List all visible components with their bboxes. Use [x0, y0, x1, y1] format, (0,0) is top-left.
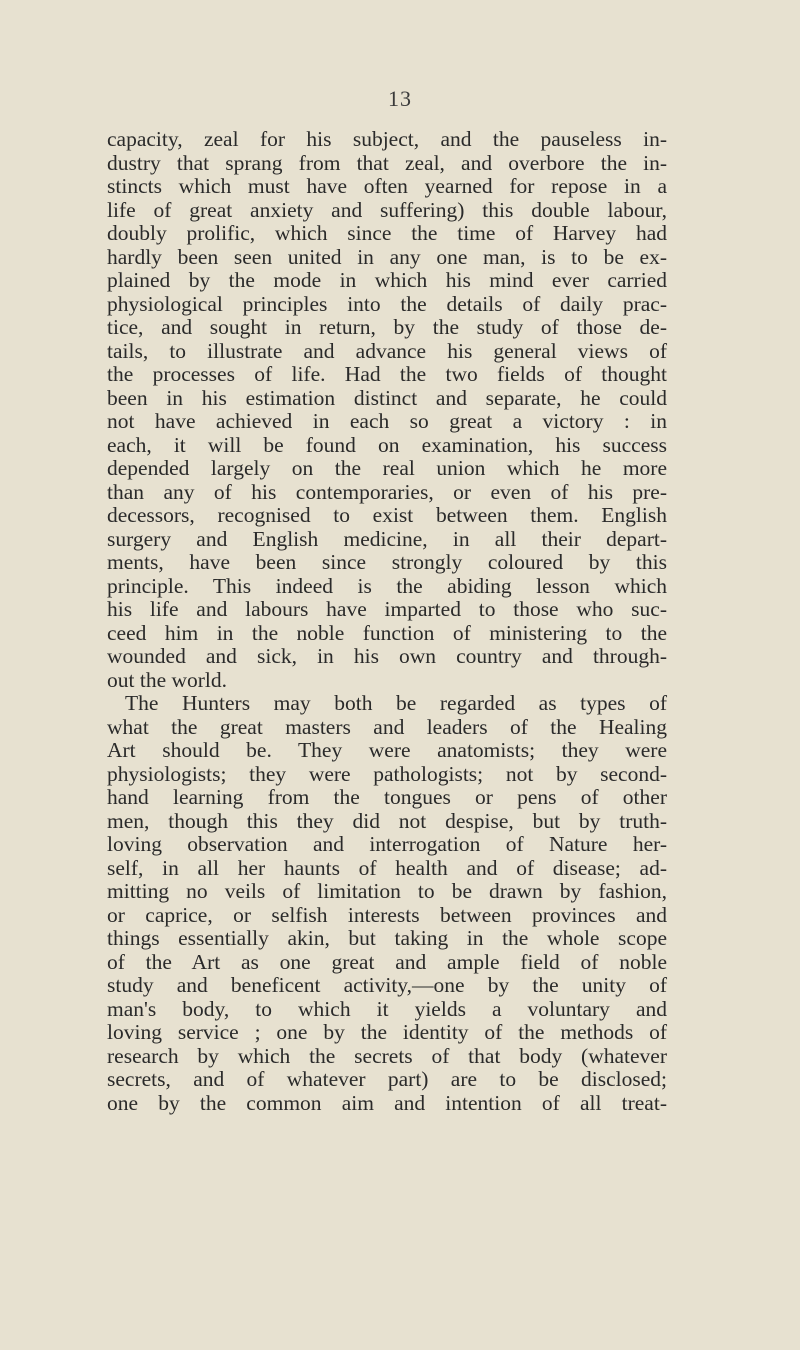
text-line: the processes of life. Had the two fields of thought: [107, 362, 667, 386]
text-line: things essentially akin, but taking in the whole scope: [107, 926, 667, 950]
text-line: or caprice, or selfish interests between provinces and: [107, 902, 667, 927]
text-line: tails, to illustrate and advance his general views of: [107, 338, 667, 363]
text-line: each, it will be found on examination, his success: [107, 432, 667, 457]
text-line: plained by the mode in which his mind ever carried: [107, 268, 667, 292]
text-line: dustry that sprang from that zeal, and overbore the in-: [107, 150, 667, 175]
text-line: wounded and sick, in his own country and through-: [107, 644, 667, 668]
text-line: physiological principles into the details of daily prac-: [107, 291, 667, 316]
text-line: study and beneficent activity,—one by the unity of: [107, 973, 667, 997]
text-line: Art should be. They were anatomists; they were: [107, 738, 667, 762]
text-line: man's body, to which it yields a voluntary and: [107, 996, 667, 1021]
text-line: men, though this they did not despise, but by truth-: [107, 808, 667, 833]
text-line: loving service ; one by the identity of the methods of: [107, 1020, 667, 1044]
text-line: research by which the secrets of that body (whatever: [107, 1043, 667, 1068]
text-line: self, in all her haunts of health and of disease; ad-: [107, 855, 667, 880]
text-line: out the world.: [107, 667, 228, 692]
text-line: his life and labours have imparted to those who suc-: [107, 597, 667, 621]
text-line: capacity, zeal for his subject, and the pauseless in-: [107, 127, 667, 151]
text-line: life of great anxiety and suffering) this double labour,: [107, 197, 667, 222]
page-number: 13: [388, 86, 412, 111]
paragraph-1: [107, 128, 667, 692]
text-line: loving observation and interrogation of Nature her-: [107, 832, 667, 856]
text-line: depended largely on the real union which he more: [107, 456, 667, 480]
text-line: hardly been seen united in any one man, is to be ex-: [107, 244, 667, 269]
text-line: than any of his contemporaries, or even of his pre-: [107, 479, 667, 504]
text-line: hand learning from the tongues or pens of other: [107, 785, 667, 809]
text-line: secrets, and of whatever part) are to be disclosed;: [107, 1067, 667, 1091]
body-text: [107, 128, 667, 1115]
text-line: The Hunters may both be regarded as types of: [125, 691, 667, 715]
text-line: mitting no veils of limitation to be drawn by fashion,: [107, 879, 667, 903]
text-line: doubly prolific, which since the time of Harvey had: [107, 221, 667, 245]
text-line: been in his estimation distinct and separate, he could: [107, 385, 667, 410]
text-line: tice, and sought in return, by the study of those de-: [107, 315, 667, 339]
text-line: not have achieved in each so great a victory : in: [107, 409, 667, 433]
text-line: what the great masters and leaders of the Healing: [107, 714, 667, 739]
text-line: of the Art as one great and ample field of noble: [107, 949, 667, 974]
text-line: stincts which must have often yearned for repose in a: [107, 174, 667, 198]
text-line: ceed him in the noble function of ministering to the: [107, 620, 667, 645]
text-line: principle. This indeed is the abiding lesson which: [107, 573, 667, 598]
text-line: physiologists; they were pathologists; not by second-: [107, 761, 667, 786]
text-line: ments, have been since strongly coloured by this: [107, 550, 667, 574]
text-line: one by the common aim and intention of all treat-: [107, 1090, 667, 1115]
text-line: surgery and English medicine, in all their depart-: [107, 526, 667, 551]
text-line: decessors, recognised to exist between them. English: [107, 503, 667, 527]
paragraph-2: [107, 692, 667, 1115]
